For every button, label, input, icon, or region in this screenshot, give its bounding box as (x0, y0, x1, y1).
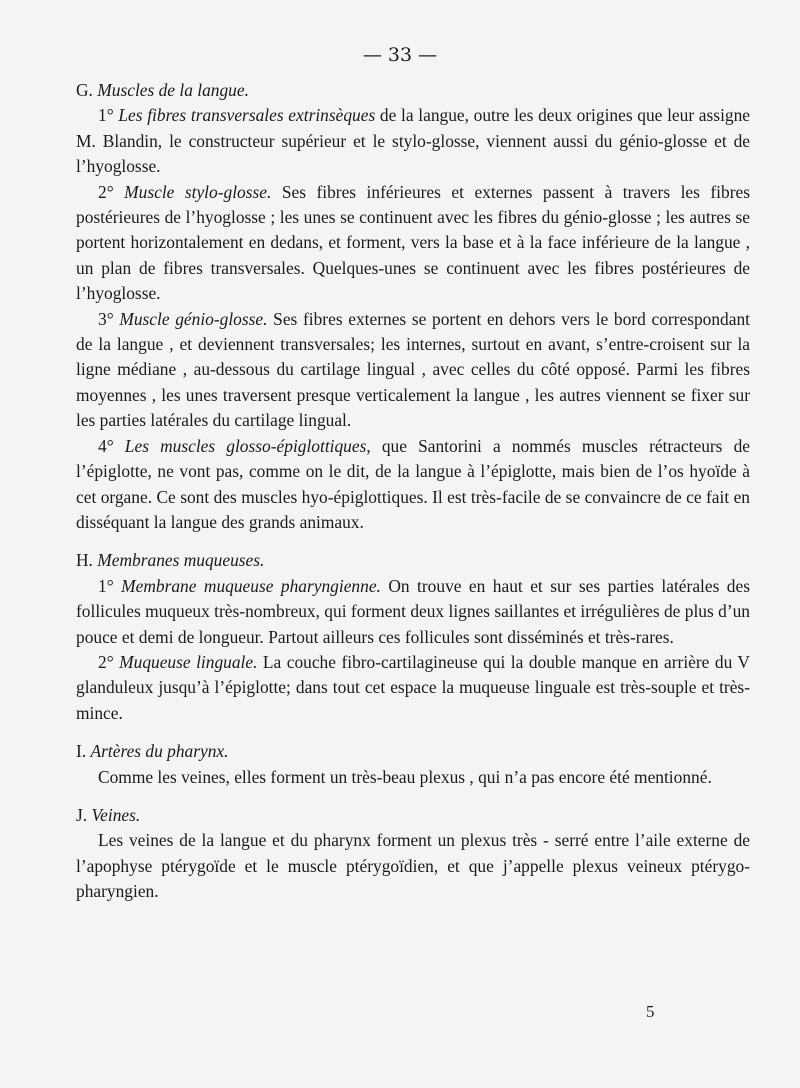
paragraph-title: Muqueuse linguale. (119, 651, 258, 672)
paragraph-title: Muscle génio-glosse. (119, 308, 268, 329)
page-body (76, 78, 750, 905)
paragraph (76, 307, 750, 434)
paragraph-title: Membrane muqueuse pharyngienne. (121, 575, 381, 596)
paragraph-number: 2° (98, 181, 114, 202)
section-heading (76, 803, 750, 828)
paragraph (76, 765, 750, 790)
paragraph (76, 180, 750, 307)
paragraph-title: Les fibres transversales extrinsèques (118, 105, 376, 126)
paragraph-number: 1° (98, 575, 114, 596)
paragraph (76, 650, 750, 726)
section-title: Membranes muqueuses. (97, 550, 265, 571)
section-heading (76, 78, 750, 103)
paragraph-text: Ses fibres inférieures et externes passent à travers les fibres postérieures de l’hyoglosse ; les unes se continuent avec les fibres du génio-glosse ; les autres se portent horizontalement en dedans, et forment, vers la base et à la face inférieure de la langue , un plan de fibres transversales. Quelques-unes se continuent avec les fibres postérieures de l’hyoglosse. (76, 181, 750, 304)
paragraph (76, 434, 750, 536)
section-i (76, 739, 750, 790)
section-g (76, 78, 750, 535)
paragraph-number: 3° (98, 308, 114, 329)
section-h (76, 548, 750, 726)
paragraph-number: 4° (98, 435, 114, 456)
paragraph-title: Les muscles glosso-épiglottiques (124, 435, 367, 456)
section-label: H. (76, 550, 93, 571)
page-number-header: — 33 — (362, 44, 438, 66)
paragraph-text: La couche fibro-cartilagineuse qui la double manque en arrière du V glanduleux jusqu’à l’épiglotte; dans tout cet espace la muqueuse linguale est très-souple et très-mince. (76, 651, 750, 723)
paragraph-text: Ses fibres externes se portent en dehors vers le bord correspondant de la langue , et deviennent transversales; les internes, surtout en avant, s’entre-croisent sur la ligne médiane , au-dessous du cartilage lingual , avec celles du côté opposé. Parmi les fibres moyennes , les unes traversent presque verticalement la langue , les autres viennent se fixer sur les parties latérales du cartilage lingual. (76, 308, 750, 431)
section-title: Artères du pharynx. (90, 741, 229, 762)
paragraph-title: Muscle stylo-glosse. (124, 181, 272, 202)
section-j (76, 803, 750, 905)
paragraph-text: , que Santorini a nommés muscles rétracteurs de l’épiglotte, ne vont pas, comme on le dit, de la langue à l’épiglotte, mais bien de l’os hyoïde à cet organe. Ce sont des muscles hyo-épiglottiques. Il est très-facile de se convaincre de ce fait en disséquant la langue des grands animaux. (76, 435, 750, 532)
paragraph-number: 1° (98, 105, 114, 126)
section-label: J. (76, 804, 88, 825)
section-heading (76, 739, 750, 764)
paragraph (76, 103, 750, 179)
section-title: Muscles de la langue. (97, 80, 249, 100)
paragraph-number: 2° (98, 651, 114, 672)
section-label: G. (76, 80, 93, 100)
section-label: I. (76, 741, 87, 762)
paragraph-text: de la langue, outre les deux origines que leur assigne M. Blandin, le constructeur supérieur et le stylo-glosse, viennent aussi du génio-glosse et de l’hyoglosse. (76, 105, 751, 177)
signature-mark: 5 (646, 1002, 655, 1021)
paragraph (76, 574, 750, 650)
paragraph-text: On trouve en haut et sur ses parties latérales des follicules muqueux très-nombreux, qui forment deux lignes saillantes et irrégulières de plus d’un pouce et demi de longueur. Partout ailleurs ces follicules sont disséminés et très-rares. (76, 575, 750, 647)
paragraph (76, 828, 750, 904)
paragraph-text: Comme les veines, elles forment un très-beau plexus , qui n’a pas encore été mentionné. (98, 766, 712, 787)
section-heading (76, 548, 750, 573)
paragraph-text: Les veines de la langue et du pharynx forment un plexus très - serré entre l’aile externe de l’apophyse ptérygoïde et le muscle ptérygoïdien, et que j’appelle plexus veineux ptérygo-pharyngien. (76, 830, 750, 902)
section-title: Veines. (91, 804, 141, 825)
